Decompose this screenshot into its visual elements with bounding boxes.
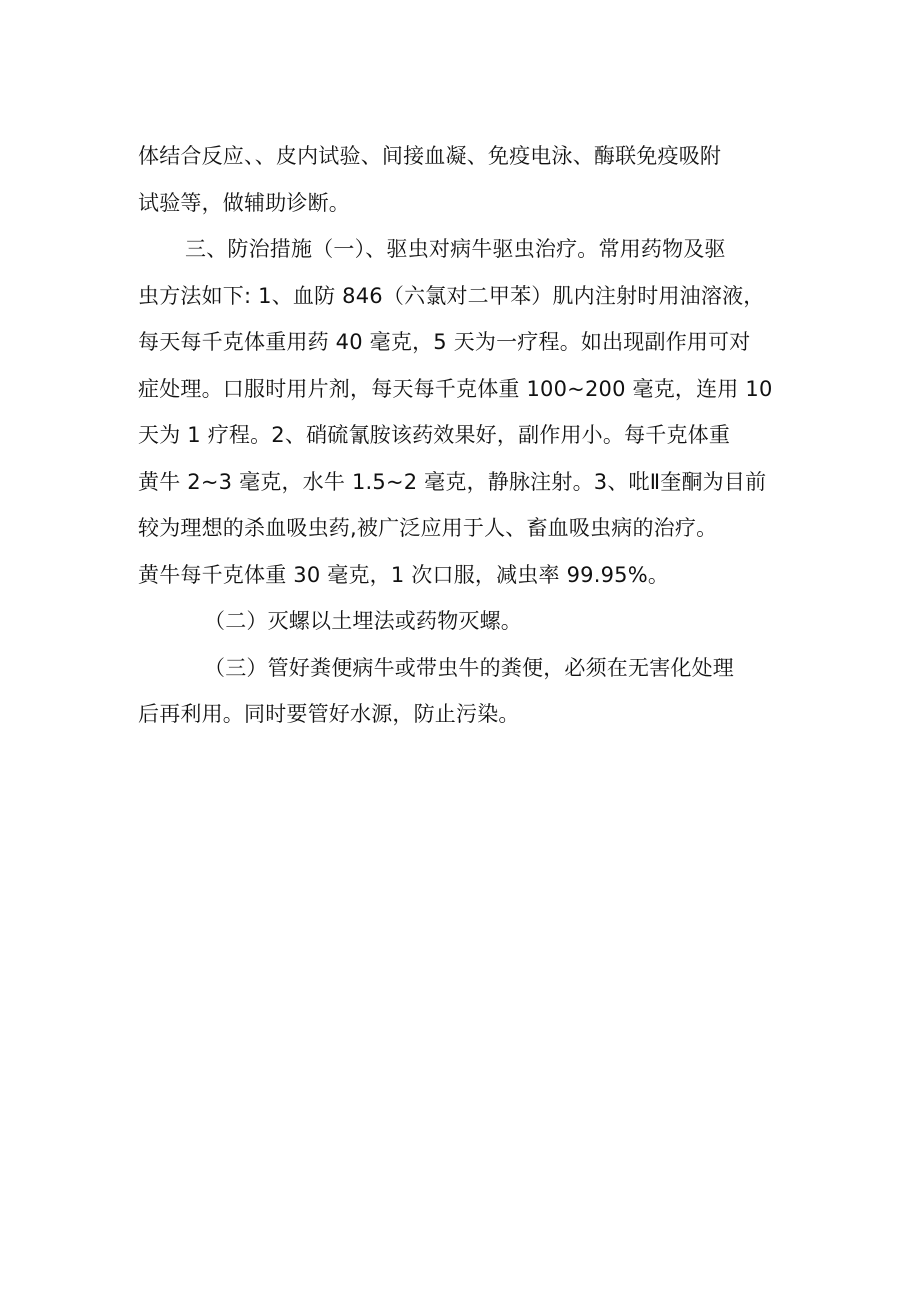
paragraph-2-line-6: 黄牛 2~3 毫克，水牛 1.5~2 毫克，静脉注射。3、吡Ⅱ奎酮为目前 — [138, 469, 767, 494]
paragraph-2-line-2: 虫方法如下: 1、血防 846（六氯对二甲苯）肌内注射时用油溶液， — [138, 283, 765, 308]
paragraph-3-line-1: （二）灭螺以土埋法或药物灭螺。 — [204, 609, 522, 633]
paragraph-2-line-7: 较为理想的杀血吸虫药,被广泛应用于人、畜血吸虫病的治疗。 — [138, 516, 718, 540]
paragraph-2-line-1: 三、防治措施（一）、驱虫对病牛驱虫治疗。常用药物及驱 — [185, 237, 726, 261]
paragraph-4-line-2: 后再利用。同时要管好水源，防止污染。 — [138, 702, 520, 726]
document-body — [138, 133, 786, 738]
paragraph-1-line-1: 体结合反应、、皮内试验、间接血凝、免疫电泳、酶联免疫吸附 — [138, 144, 722, 168]
paragraph-1-line-2: 试验等，做辅助诊断。 — [138, 190, 350, 215]
paragraph-2-line-5: 天为 1 疗程。2、硝硫氰胺该药效果好，副作用小。每千克体重 — [138, 423, 731, 447]
paragraph-2-line-3: 每天每千克体重用药 40 毫克，5 天为一疗程。如出现副作用可对 — [138, 330, 751, 354]
paragraph-4-line-1: （三）管好粪便病牛或带虫牛的粪便，必须在无害化处理 — [204, 655, 734, 680]
paragraph-2-line-8: 黄牛每千克体重 30 毫克，1 次口服，减虫率 99.95%。 — [138, 562, 670, 587]
paragraph-2-line-4: 症处理。口服时用片剂，每天每千克体重 100~200 毫克，连用 10 — [138, 376, 773, 401]
